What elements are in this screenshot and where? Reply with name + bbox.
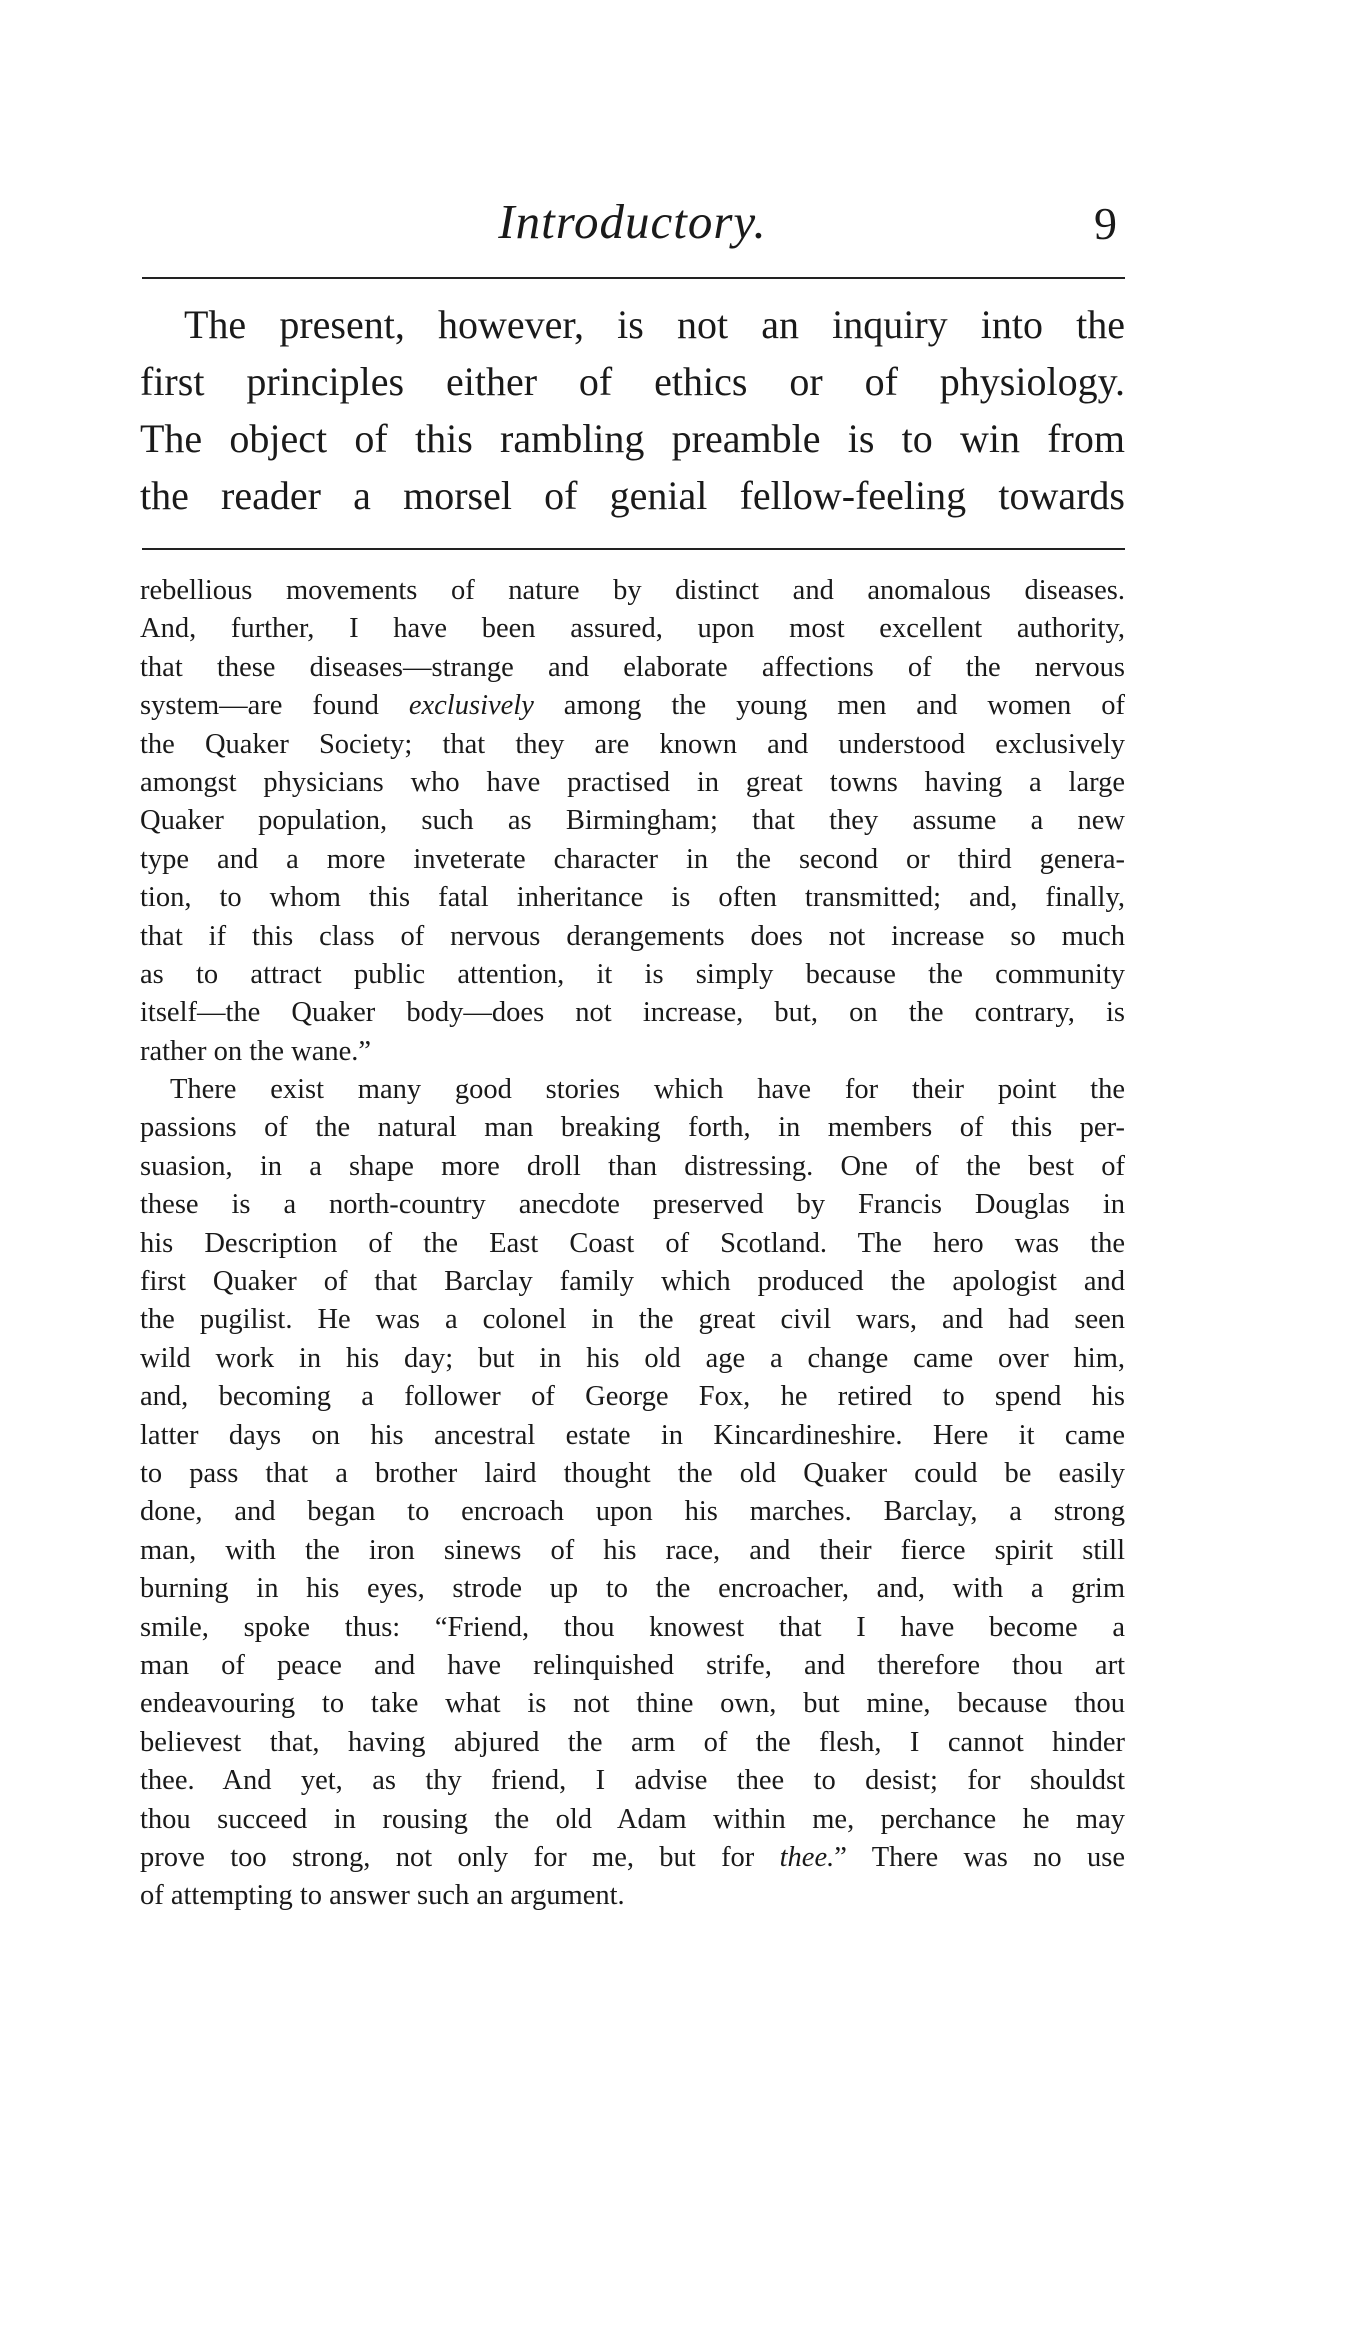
- footnote-line: as to attract public attention, it is simply because the community: [140, 958, 1125, 990]
- footnote-rule: [142, 548, 1125, 550]
- footnote-line: itself—the Quaker body—does not increase, but, on the contrary, is: [140, 997, 1125, 1029]
- italic-text: exclusively: [408, 690, 534, 722]
- footnote-text: among the young men and women of: [533, 690, 1126, 722]
- footnote-line: to pass that a brother laird thought the old Quaker could be easily: [140, 1457, 1125, 1489]
- footnote-line: thou succeed in rousing the old Adam within me, perchance he may: [140, 1803, 1125, 1835]
- footnote-line: endeavouring to take what is not thine own, but mine, because thou: [140, 1688, 1125, 1720]
- footnote-line: And, further, I have been assured, upon most excellent authority,: [140, 613, 1125, 645]
- footnote-line: passions of the natural man breaking forth, in members of this per-: [140, 1112, 1125, 1144]
- footnote-line: type and a more inveterate character in the second or third genera-: [140, 843, 1125, 875]
- footnote-text: system—are found: [140, 690, 409, 722]
- footnote-line: amongst physicians who have practised in great towns having a large: [140, 766, 1125, 798]
- footnote-line: man of peace and have relinquished strife, and therefore thou art: [140, 1649, 1125, 1681]
- footnote-line: his Description of the East Coast of Scotland. The hero was the: [140, 1227, 1125, 1259]
- main-text-line: The object of this rambling preamble is to win from: [140, 416, 1125, 461]
- footnote-line: that if this class of nervous derangements does not increase so much: [140, 920, 1125, 952]
- footnote-line: man, with the iron sinews of his race, and their fierce spirit still: [140, 1534, 1125, 1566]
- footnote-line: smile, spoke thus: “Friend, thou knowest that I have become a: [140, 1611, 1125, 1643]
- footnote-line: Quaker population, such as Birmingham; that they assume a new: [140, 805, 1125, 837]
- header-rule: [142, 277, 1125, 279]
- footnote-paragraph-2: [140, 1071, 1125, 1916]
- main-text-line: first principles either of ethics or of physiology.: [140, 359, 1125, 404]
- footnote-line: There exist many good stories which have for their point the: [170, 1074, 1125, 1106]
- footnote-paragraph-1: [140, 572, 1125, 1071]
- italic-text: thee.: [779, 1841, 835, 1873]
- footnote-line: latter days on his ancestral estate in Kincardineshire. Here it came: [140, 1419, 1125, 1451]
- footnote-line: thee. And yet, as thy friend, I advise thee to desist; for shouldst: [140, 1765, 1125, 1797]
- footnote-line: believest that, having abjured the arm of the flesh, I cannot hinder: [140, 1726, 1125, 1758]
- footnote: [140, 572, 1125, 1916]
- footnote-text: ” There was no use: [834, 1841, 1125, 1873]
- footnote-line: first Quaker of that Barclay family which produced the apologist and: [140, 1266, 1125, 1298]
- footnote-line: the Quaker Society; that they are known and understood exclusively: [140, 728, 1125, 760]
- footnote-line: rather on the wane.”: [140, 1035, 372, 1067]
- footnote-line: [140, 1839, 1125, 1877]
- footnote-line: of attempting to answer such an argument.: [140, 1880, 625, 1912]
- footnote-line: burning in his eyes, strode up to the encroacher, and, with a grim: [140, 1573, 1125, 1605]
- footnote-line: these is a north-country anecdote preserved by Francis Douglas in: [140, 1189, 1125, 1221]
- footnote-line: that these diseases—strange and elaborate affections of the nervous: [140, 651, 1125, 683]
- footnote-line: [140, 687, 1125, 725]
- footnote-line: and, becoming a follower of George Fox, he retired to spend his: [140, 1381, 1125, 1413]
- main-text: [140, 296, 1125, 524]
- footnote-line: tion, to whom this fatal inheritance is often transmitted; and, finally,: [140, 882, 1125, 914]
- footnote-line: done, and began to encroach upon his marches. Barclay, a strong: [140, 1496, 1125, 1528]
- footnote-line: suasion, in a shape more droll than distressing. One of the best of: [140, 1150, 1125, 1182]
- footnote-line: wild work in his day; but in his old age a change came over him,: [140, 1342, 1125, 1374]
- footnote-line: rebellious movements of nature by distinct and anomalous diseases.: [140, 575, 1125, 606]
- page-number: 9: [1094, 198, 1117, 249]
- main-text-line: The present, however, is not an inquiry into the: [184, 302, 1125, 347]
- footnote-line: the pugilist. He was a colonel in the great civil wars, and had seen: [140, 1304, 1125, 1336]
- running-head: [140, 192, 1125, 262]
- main-text-line: the reader a morsel of genial fellow-feeling towards: [140, 473, 1125, 518]
- footnote-text: prove too strong, not only for me, but for: [140, 1841, 780, 1873]
- running-title: Introductory.: [498, 194, 767, 249]
